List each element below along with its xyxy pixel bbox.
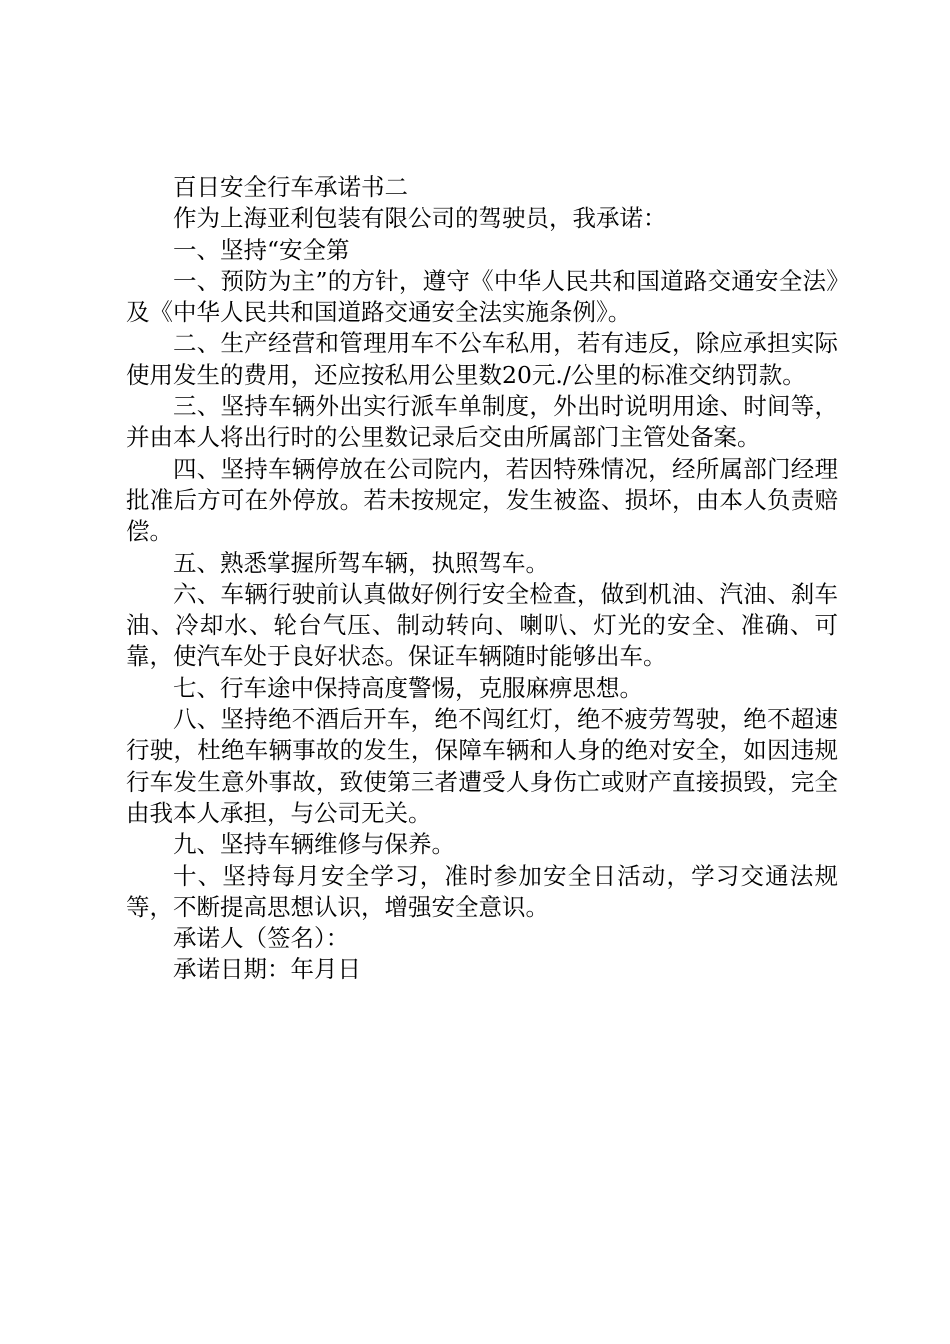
clause-9-text: 九、坚持车辆维修与保养。 xyxy=(173,830,455,859)
document-body xyxy=(126,172,838,986)
clause-8-text: 八、坚持绝不酒后开车，绝不闯红灯，绝不疲劳驾驶，绝不超速行驶，杜绝车辆事故的发生，保障车辆和人身的绝对安全，如因违规行车发生意外事故，致使第三者遭受人身伤亡或财产直接损毁，完全由我本人承担，与公司无关。 xyxy=(126,705,838,827)
clause-1-heading: 一、坚持“安全第 xyxy=(173,235,350,264)
clause-10-text: 十、坚持每月安全学习，准时参加安全日活动，学习交通法规等，不断提高思想认识，增强安全意识。 xyxy=(126,861,838,921)
clause-2-text: 二、生产经营和管理用车不公车私用，若有违反，除应承担实际使用发生的费用，还应按私用公里数20元./公里的标准交纳罚款。 xyxy=(126,329,838,389)
clause-7-text: 七、行车途中保持高度警惕，克服麻痹思想。 xyxy=(173,673,643,702)
clause-6-text: 六、车辆行驶前认真做好例行安全检查，做到机油、汽油、刹车油、冷却水、轮台气压、制动转向、喇叭、灯光的安全、准确、可靠，使汽车处于良好状态。保证车辆随时能够出车。 xyxy=(126,579,838,671)
intro-paragraph: 作为上海亚利包装有限公司的驾驶员，我承诺： xyxy=(173,204,667,233)
date-line: 承诺日期：年月日 xyxy=(173,955,361,984)
clause-1-text: 一、预防为主”的方针，遵守《中华人民共和国道路交通安全法》及《中华人民共和国道路交通安全法实施条例》。 xyxy=(126,266,838,327)
signature-line: 承诺人（签名）： xyxy=(173,924,350,953)
clause-3-text: 三、坚持车辆外出实行派车单制度，外出时说明用途、时间等，并由本人将出行时的公里数记录后交由所属部门主管处备案。 xyxy=(126,392,838,452)
clause-5-text: 五、熟悉掌握所驾车辆，执照驾车。 xyxy=(173,548,549,577)
clause-4-text: 四、坚持车辆停放在公司院内，若因特殊情况，经所属部门经理批准后方可在外停放。若未按规定，发生被盗、损坏，由本人负责赔偿。 xyxy=(126,454,838,546)
document-title: 百日安全行车承诺书二 xyxy=(173,173,408,201)
